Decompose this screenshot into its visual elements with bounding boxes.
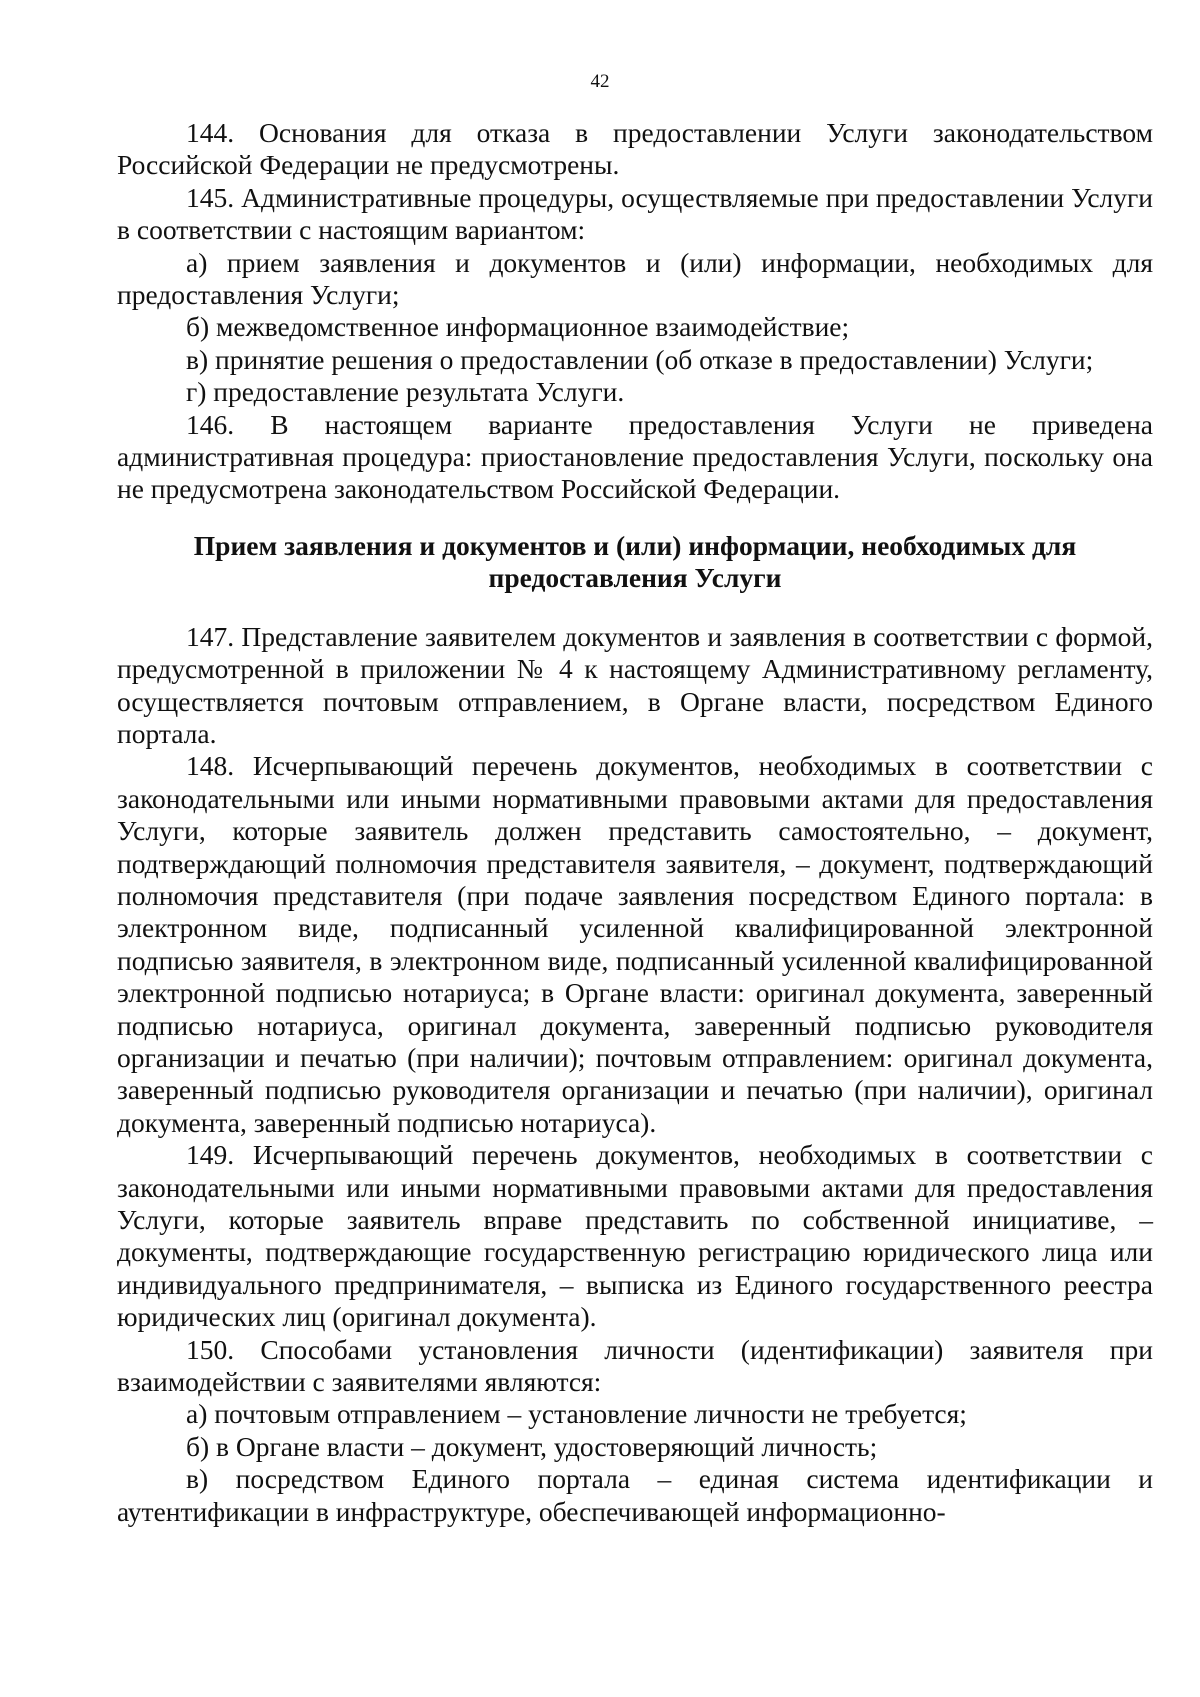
list-item-145-b: б) межведомственное информационное взаимодействие; (186, 311, 850, 343)
paragraph-147: 147. Представление заявителем документов и заявления в соответствии с формой, предусмотренной в приложении № 4 к настоящему Административному регламенту, осуществляется почтовым отправлением, в Органе власти, посредством Единого портала. (117, 620, 1153, 749)
document-body (117, 117, 1153, 1528)
section-heading-line-1: Прием заявления и документов и (или) информации, необходимых для (193, 529, 1077, 561)
paragraph-150: 150. Способами установления личности (идентификации) заявителя при взаимодействии с заявителями являются: (117, 1333, 1153, 1398)
page-number: 42 (590, 71, 610, 92)
paragraph-144: 144. Основания для отказа в предоставлении Услуги законодательством Российской Федерации не предусмотрены. (117, 117, 1153, 181)
section-heading-line-2: предоставления Услуги (488, 562, 782, 594)
paragraph-149: 149. Исчерпывающий перечень документов, необходимых в соответствии с законодательными или иными нормативными правовыми актами для предоставления Услуги, которые заявитель вправе представить по собственной инициативе, – документы, подтверждающие государственную регистрацию юридического лица или индивидуального предпринимателя, – выписка из Единого государственного реестра юридических лиц (оригинал документа). (117, 1139, 1153, 1333)
paragraph-148: 148. Исчерпывающий перечень документов, необходимых в соответствии с законодательными или иными нормативными правовыми актами для предоставления Услуги, которые заявитель должен представить самостоятельно, – документ, подтверждающий полномочия представителя заявителя, – документ, подтверждающий полномочия представителя (при подаче заявления посредством Единого портала: в электронном виде, подписанный усиленной квалифицированной электронной подписью заявителя, в электронном виде, подписанный усиленной квалифицированной электронной подписью нотариуса; в Органе власти: оригинал документа, заверенный подписью нотариуса, оригинал документа, заверенный подписью руководителя организации и печатью (при наличии); почтовым отправлением: оригинал документа, заверенный подписью руководителя организации и печатью (при наличии), оригинал документа, заверенный подписью нотариуса). (117, 750, 1153, 1138)
section-heading (117, 530, 1153, 595)
list-item-145-a: а) прием заявления и документов и (или) информации, необходимых для предоставления Услуги; (117, 246, 1153, 311)
list-item-150-a: а) почтовым отправлением – установление личности не требуется; (186, 1398, 967, 1430)
list-item-145-v: в) принятие решения о предоставлении (об отказе в предоставлении) Услуги; (186, 343, 1094, 375)
list-item-145-g: г) предоставление результата Услуги. (186, 376, 625, 408)
list-item-150-b: б) в Органе власти – документ, удостоверяющий личность; (186, 1430, 878, 1462)
list-item-150-v: в) посредством Единого портала – единая система идентификации и аутентификации в инфраструктуре, обеспечивающей информационно- (117, 1463, 1153, 1527)
paragraph-145: 145. Административные процедуры, осуществляемые при предоставлении Услуги в соответствии с настоящим вариантом: (117, 181, 1153, 246)
paragraph-146: 146. В настоящем варианте предоставления Услуги не приведена административная процедура: приостановление предоставления Услуги, поскольку она не предусмотрена законодательством Российской Федерации. (117, 408, 1153, 505)
